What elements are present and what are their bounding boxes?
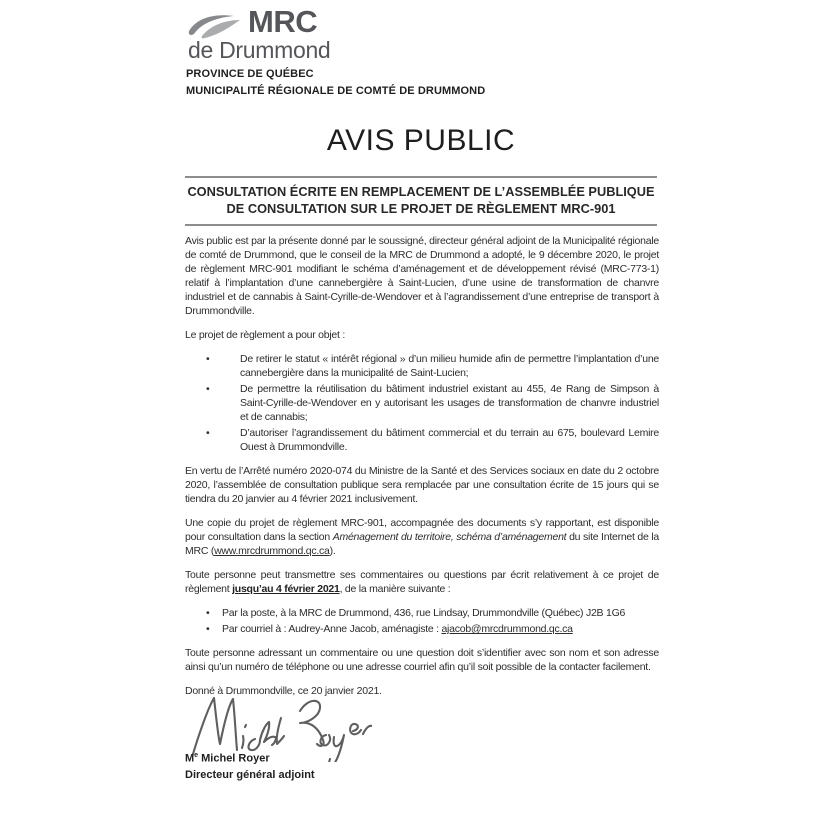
website-section-name: Aménagement du territoire, schéma d’aménagement [332,531,567,543]
signer-name-line [185,748,659,767]
regulation-objects-list [185,352,659,454]
logo-sub-text: de Drummond [188,37,331,63]
signer-honorific: M [185,752,195,765]
signature-block [185,748,659,783]
submission-methods-list [185,606,659,636]
comments-text-start: Toute personne peut transmettre ses commentaires ou questions par écrit relativement à ce projet de règlement [185,569,659,595]
signer-title: Directeur général adjoint [185,768,315,781]
province-line: PROVINCE DE QUÉBEC [186,68,314,80]
object-intro-line: Le projet de règlement a pour objet : [185,329,346,341]
email-label: Par courriel à : Audrey-Anne Jacob, aménagiste : [222,623,442,635]
notice-subject-box [185,176,657,226]
notice-subject-line2: DE CONSULTATION SUR LE PROJET DE RÈGLEMENT MRC-901 [226,201,616,216]
notice-subject-line1: CONSULTATION ÉCRITE EN REMPLACEMENT DE L’ASSEMBLÉE PUBLIQUE [187,184,655,199]
deadline-date: jusqu’au 4 février 2021 [232,583,340,595]
given-at-line: Donné à Drummondville, ce 20 janvier 2021. [185,685,382,697]
list-item: • De permettre la réutilisation du bâtiment industriel existant au 455, 4e Rang de Simpson à Saint-Cyrille-de-Wendover en y autorisant les usages de transformation de chanvre industriel et de cannabis; [185,382,659,424]
list-item: • De retirer le statut « intérêt régional » d’un milieu humide afin de permettre l’implantation d’une cannebergière dans la municipalité de Saint-Lucien; [185,352,659,380]
mrc-website-url: www.mrcdrummond.qc.ca [214,545,330,557]
signer-honorific-sup: e [194,752,199,759]
identification-paragraph: Toute personne adressant un commentaire ou une question doit s’identifier avec son nom et son adresse ainsi qu’un numéro de téléphone ou une adresse courriel afin qu’il soit possible de la contacter facilement. [185,647,659,673]
comments-paragraph [185,568,659,596]
page-title: AVIS PUBLIC [326,124,516,157]
notice-body [185,234,659,783]
letterhead-gov-block [186,66,485,99]
signer-name: Michel Royer [198,752,270,765]
comments-text-end: , de la manière suivante : [339,583,451,595]
list-item-mail: • Par la poste, à la MRC de Drummond, 436, rue Lindsay, Drummondville (Québec) J2B 1G6 [185,606,659,620]
municipality-line: MUNICIPALITÉ RÉGIONALE DE COMTÉ DE DRUMMOND [186,84,486,97]
list-item: • D’autoriser l’agrandissement du bâtiment commercial et du terrain au 675, boulevard Lemire Ouest à Drummondville. [185,426,659,454]
logo-brand-text: MRC [248,4,318,39]
copy-availability-paragraph [185,516,659,558]
copy-text-mid: du site Internet de la MRC ( [185,531,659,557]
copy-text-end: ). [329,545,336,557]
contact-email-address: ajacob@mrcdrummond.qc.ca [441,623,573,635]
mrc-logo [188,4,331,64]
list-item-email [185,622,659,636]
intro-paragraph: Avis public est par la présente donné par le soussigné, directeur général adjoint de la Municipalité régionale de comté de Drummond, que le conseil de la MRC de Drummond a adopté, le 9 décembre 2020, le projet de règlement MRC-901 modifiant le schéma d’aménagement et de développement révisé (MRC-773-1) relatif à l’implantation d’une cannebergière à Saint-Lucien, d’une usine de transformation de chanvre industriel et de cannabis à Saint-Cyrille-de-Wendover et à l’agrandissement d’une entreprise de transport à Drummondville. [185,235,659,317]
copy-text-start: Une copie du projet de règlement MRC-901, accompagnée des documents s’y rapportant, est disponible pour consultation dans la section [185,517,659,543]
ministerial-order-paragraph: En vertu de l’Arrêté numéro 2020-074 du Ministre de la Santé et des Services sociaux en date du 2 octobre 2020, l’assemblée de consultation publique sera remplacée par une consultation écrite de 15 jours qui se tiendra du 20 janvier au 4 février 2021 inclusivement. [185,465,659,505]
